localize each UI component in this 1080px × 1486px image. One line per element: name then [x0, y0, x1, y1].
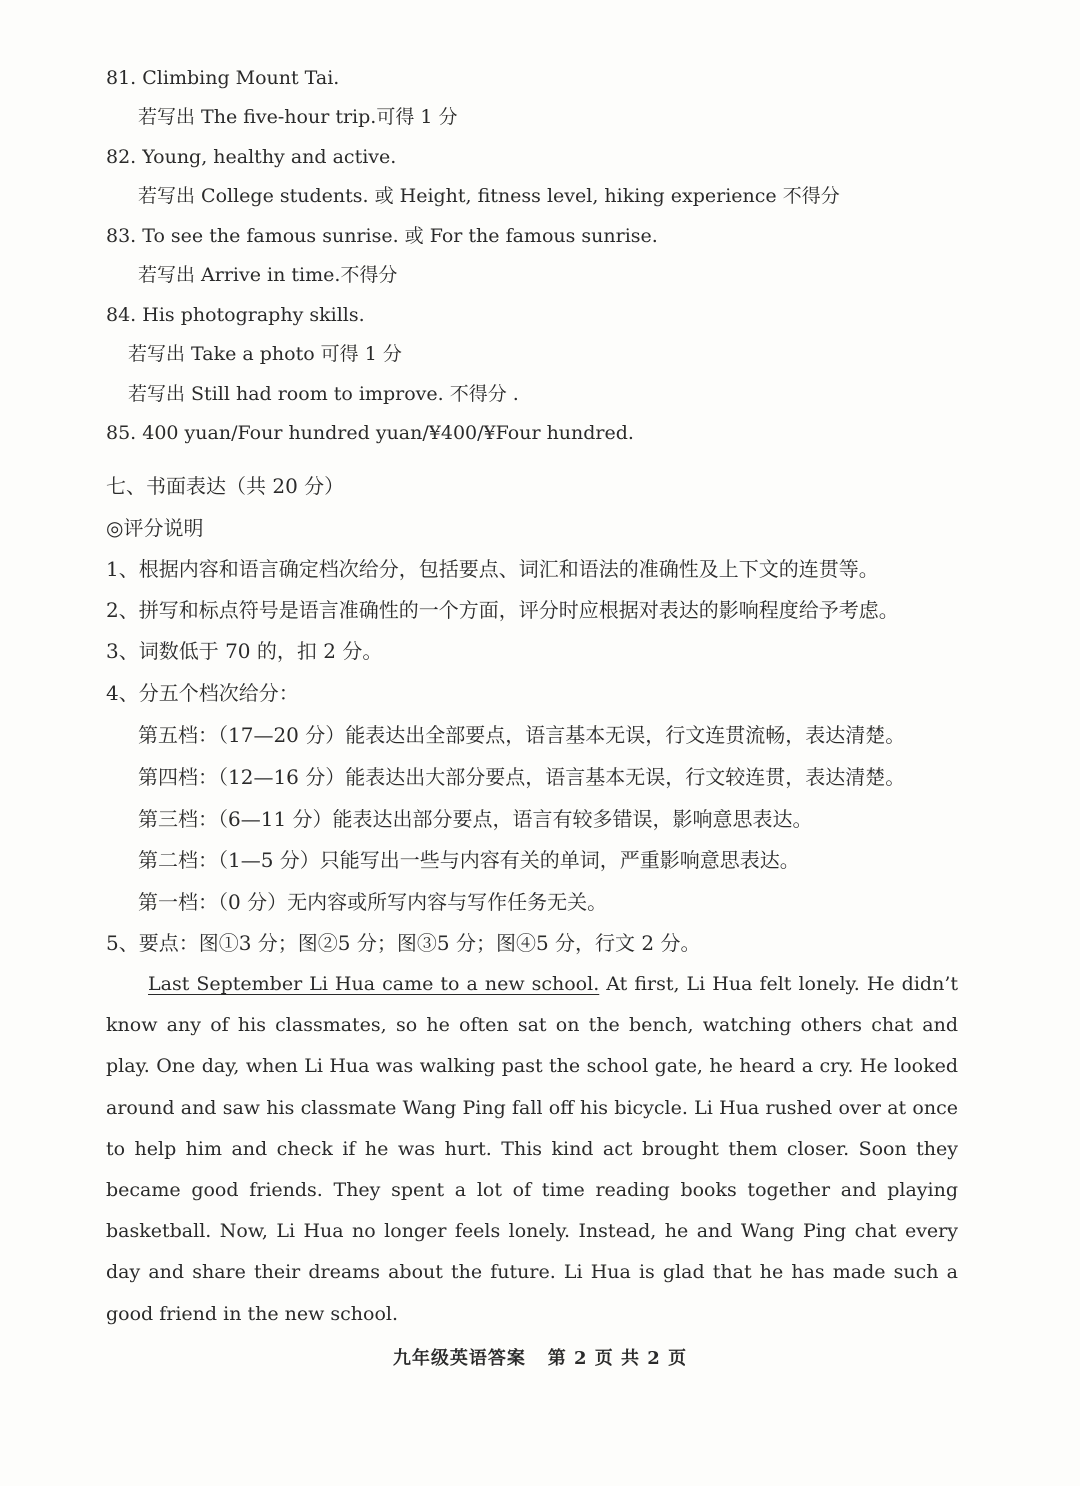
- sample-essay: [106, 964, 958, 1335]
- rule-3: 3、词数低于 70 的，扣 2 分。: [106, 639, 383, 663]
- grade-2: 第二档：（1—5 分）只能写出一些与内容有关的单词，严重影响意思表达。: [138, 848, 800, 872]
- answer-85: 85. 400 yuan/Four hundred yuan/¥400/¥Four hundred.: [106, 422, 634, 444]
- answer-84: 84. His photography skills.: [106, 304, 365, 326]
- answer-82: 82. Young, healthy and active.: [106, 146, 397, 168]
- rule-4: 4、分五个档次给分：: [106, 681, 299, 705]
- grade-4: 第四档：（12—16 分）能表达出大部分要点，语言基本无误，行文较连贯，表达清楚。: [138, 765, 906, 789]
- answer-81-note: 若写出 The five-hour trip.可得 1 分: [138, 106, 458, 128]
- grade-1: 第一档：（0 分）无内容或所写内容与写作任务无关。: [138, 890, 608, 914]
- sample-body: At first, Li Hua felt lonely. He didn’t know any of his classmates, so he often sat on the bench, watching others chat and play. One day, when Li Hua was walking past the school gate, he heard a cry. He looked around and saw his classmate Wang Ping fall off his bicycle. Li Hua rushed over at once to help him and check if he was hurt. This kind act brought them closer. Soon they became good friends. They spent a lot of time reading books together and playing basketball. Now, Li Hua no longer feels lonely. Instead, he and Wang Ping chat every day and share their dreams about the future. Li Hua is glad that he has made such a good friend in the new school.: [106, 973, 958, 1325]
- answer-82-note: 若写出 College students. 或 Height, fitness level, hiking experience 不得分: [138, 185, 840, 207]
- rule-1: 1、根据内容和语言确定档次给分，包括要点、词汇和语法的准确性及上下文的连贯等。: [106, 557, 879, 581]
- footer-page-number: 第 2 页 共 2 页: [547, 1348, 688, 1369]
- answer-84-note-2: 若写出 Still had room to improve. 不得分 .: [128, 383, 519, 405]
- answer-84-note-1: 若写出 Take a photo 可得 1 分: [128, 343, 402, 365]
- section-subtitle: ◎评分说明: [106, 516, 204, 540]
- section-title: 七、书面表达（共 20 分）: [106, 474, 345, 498]
- grade-3: 第三档：（6—11 分）能表达出部分要点，语言有较多错误，影响意思表达。: [138, 807, 813, 831]
- grade-5: 第五档：（17—20 分）能表达出全部要点，语言基本无误，行文连贯流畅，表达清楚。: [138, 723, 906, 747]
- answer-81: 81. Climbing Mount Tai.: [106, 67, 340, 89]
- rule-2: 2、拼写和标点符号是语言准确性的一个方面，评分时应根据对表达的影响程度给予考虑。: [106, 598, 899, 622]
- answer-83: 83. To see the famous sunrise. 或 For the famous sunrise.: [106, 225, 658, 247]
- sample-first-sentence: Last September Li Hua came to a new school.: [148, 973, 600, 995]
- scoring-points: 5、要点：图①3 分；图②5 分；图③5 分；图④5 分，行文 2 分。: [106, 931, 701, 955]
- answer-83-note: 若写出 Arrive in time.不得分: [138, 264, 398, 286]
- footer-title: 九年级英语答案: [392, 1348, 526, 1369]
- page-footer: [0, 1344, 1080, 1370]
